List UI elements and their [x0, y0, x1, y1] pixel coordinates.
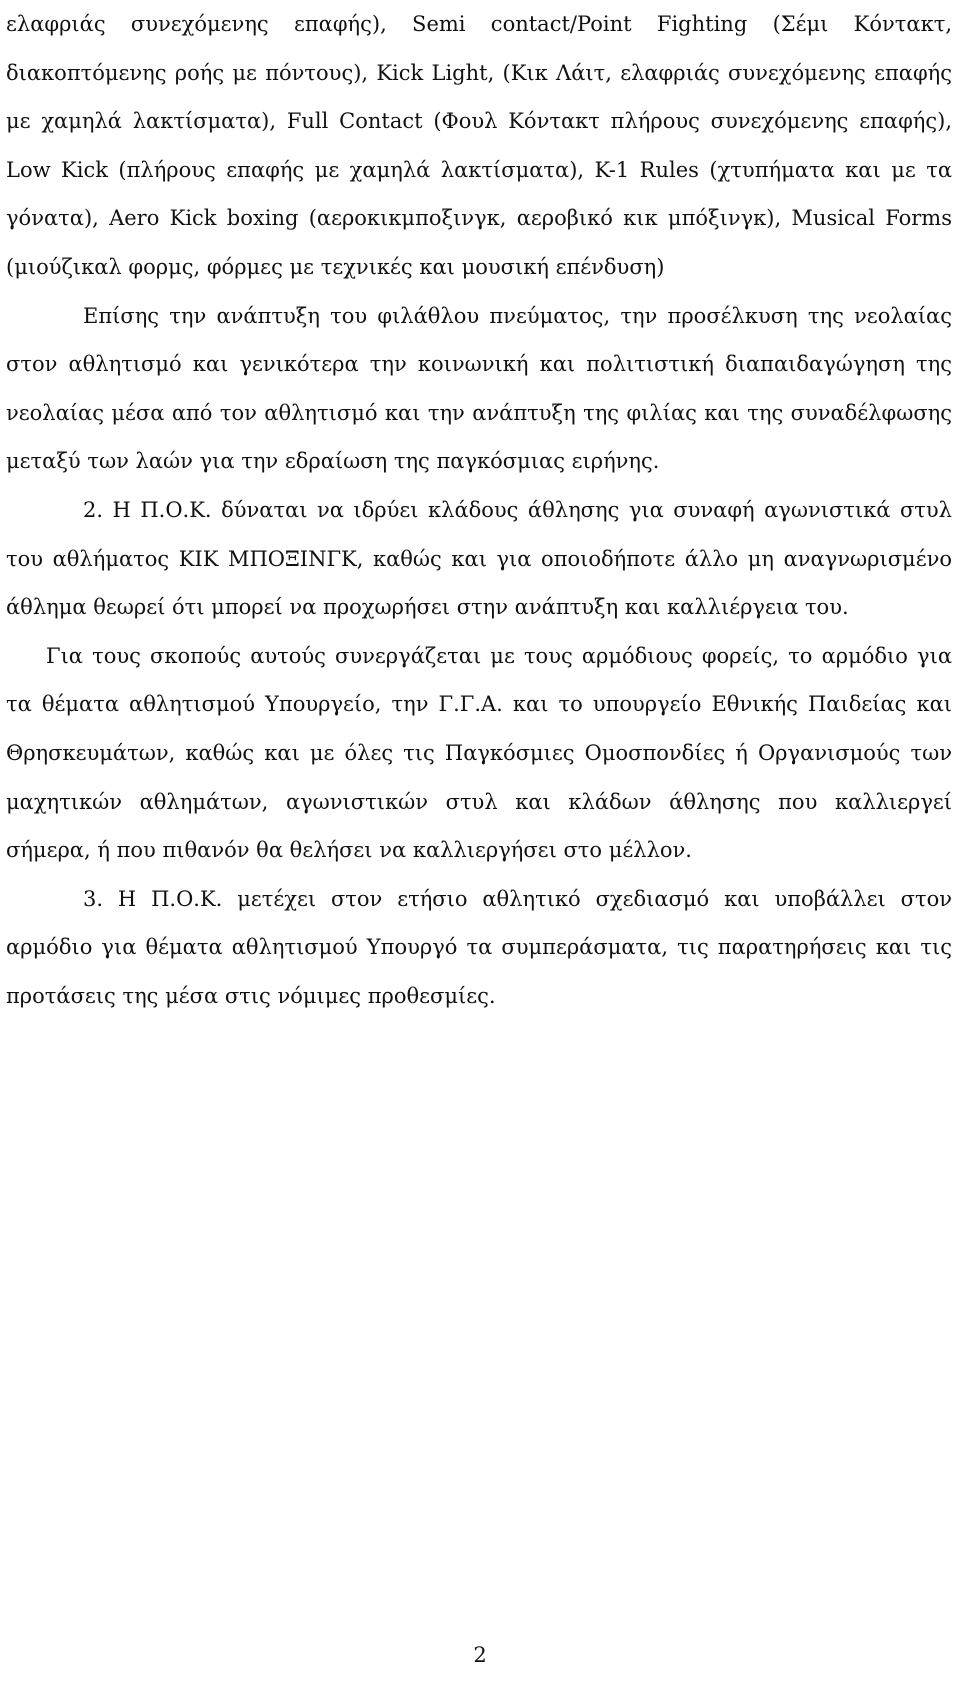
document-body [6, 0, 952, 1020]
paragraph-youth-development: Επίσης την ανάπτυξη του φιλάθλου πνεύματος, την προσέλκυση της νεολαίας στον αθλητισμό και γενικότερα την κοινωνική και πολιτιστική διαπαιδαγώγηση της νεολαίας μέσα από τον αθλητισμό και την ανάπτυξη της φιλίας και της συναδέλφωσης μεταξύ των λαών για την εδραίωση της παγκόσμιας ειρήνης. [6, 303, 952, 474]
paragraph-article-3: 3. Η Π.Ο.Κ. μετέχει στον ετήσιο αθλητικό σχεδιασμό και υποβάλλει στον αρμόδιο για θέματα αθλητισμού Υπουργό τα συμπεράσματα, τις παρατηρήσεις και τις προτάσεις της μέσα στις νόμιμες προθεσμίες. [6, 886, 952, 1008]
paragraph-cooperation: Για τους σκοπούς αυτούς συνεργάζεται με τους αρμόδιους φορείς, το αρμόδιο για τα θέματα αθλητισμού Υπουργείο, την Γ.Γ.Α. και το υπουργείο Εθνικής Παιδείας και Θρησκευμάτων, καθώς και με όλες τις Παγκόσμιες Ομοσπονδίες ή Οργανισμούς των μαχητικών αθλημάτων, αγωνιστικών στυλ και κλάδων άθλησης που καλλιεργεί σήμερα, ή που πιθανόν θα θελήσει να καλλιεργήσει στο μέλλον. [6, 643, 952, 863]
page-number: 2 [473, 1643, 487, 1667]
paragraph-sport-styles: ελαφριάς συνεχόμενης επαφής), Semi contact/Point Fighting (Σέμι Κόντακτ, διακοπτόμενης ροής με πόντους), Kick Light, (Κικ Λάιτ, ελαφριάς συνεχόμενης επαφής με χαμηλά λακτίσματα), Full Contact (Φουλ Κόντακτ πλήρους συνεχόμενης επαφής), Low Kick (πλήρους επαφής με χαμηλά λακτίσματα), K-1 Rules (χτυπήματα και με τα γόνατα), Aero Kick boxing (αεροκικμποξινγκ, αεροβικό κικ μπόξινγκ), Musical Forms (μιούζικαλ φορμς, φόρμες με τεχνικές και μουσική επένδυση) [6, 12, 953, 279]
paragraph-article-2: 2. Η Π.Ο.Κ. δύναται να ιδρύει κλάδους άθλησης για συναφή αγωνιστικά στυλ του αθλήματος ΚΙΚ ΜΠΟΞΙΝΓΚ, καθώς και για οποιοδήποτε άλλο μη αναγνωρισμένο άθλημα θεωρεί ότι μπορεί να προχωρήσει στην ανάπτυξη και καλλιέργεια του. [6, 497, 952, 620]
